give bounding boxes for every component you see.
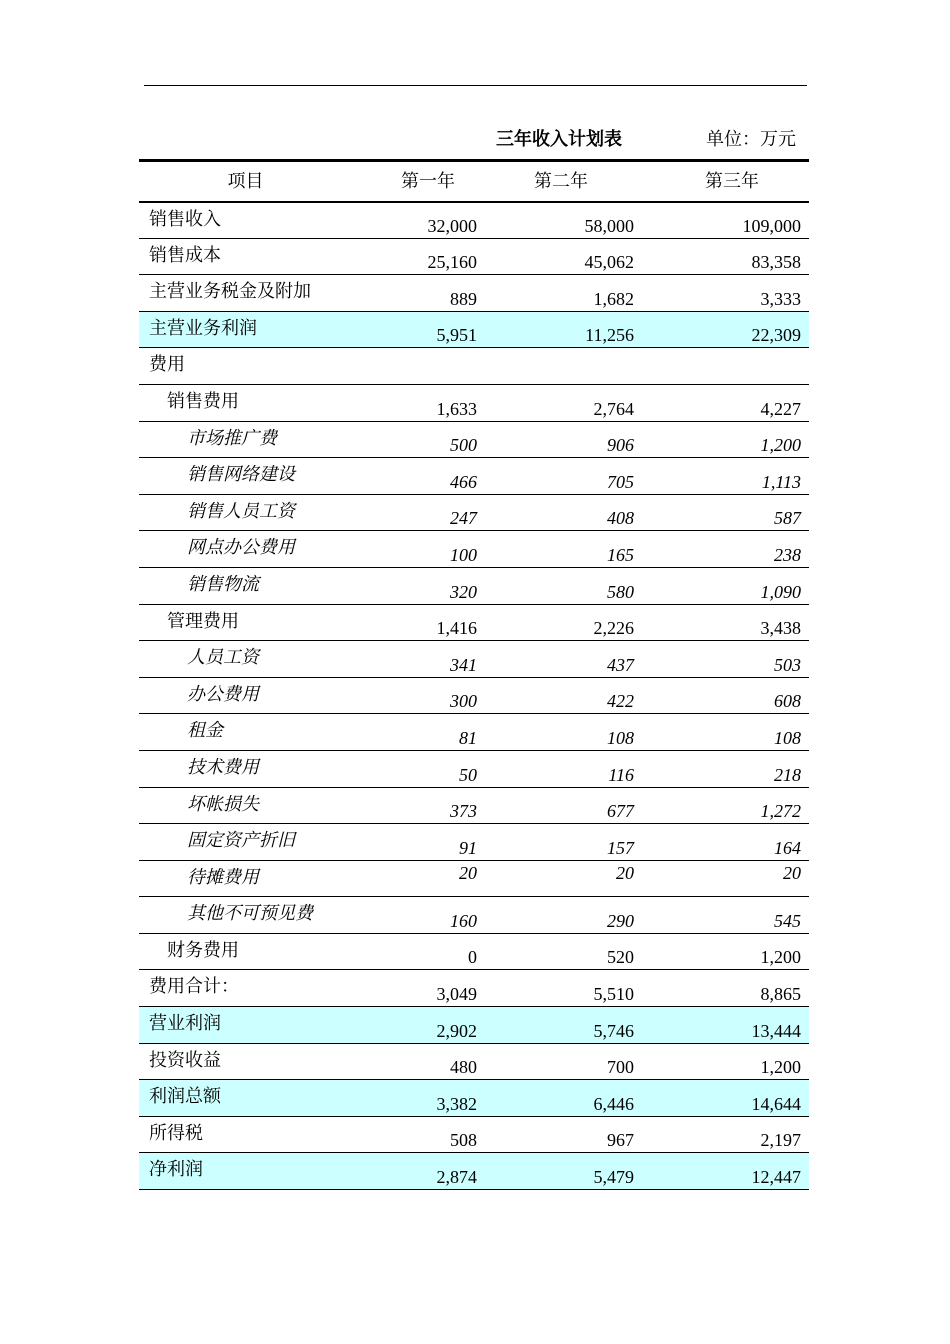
- table-row: [139, 970, 809, 1007]
- value-year-2: 705: [485, 458, 643, 495]
- value-year-3: 608: [643, 677, 809, 714]
- table-row: [139, 787, 809, 824]
- table-row: [139, 348, 809, 385]
- table-row: [139, 677, 809, 714]
- value-year-2: 5,479: [485, 1153, 643, 1190]
- value-year-3: 83,358: [643, 238, 809, 275]
- table-row: [139, 494, 809, 531]
- value-year-2: 157: [485, 824, 643, 861]
- row-label: 投资收益: [139, 1043, 353, 1080]
- value-year-2: 6,446: [485, 1080, 643, 1117]
- row-label: 市场推广费: [139, 421, 353, 458]
- row-label: 其他不可预见费: [139, 897, 353, 934]
- table-row: [139, 1153, 809, 1190]
- value-year-2: 20: [485, 860, 643, 897]
- value-year-3: 20: [643, 860, 809, 897]
- value-year-1: 0: [353, 933, 485, 970]
- value-year-1: 500: [353, 421, 485, 458]
- row-label: 技术费用: [139, 750, 353, 787]
- row-label: 管理费用: [139, 604, 353, 641]
- value-year-2: 5,510: [485, 970, 643, 1007]
- value-year-1: 1,416: [353, 604, 485, 641]
- value-year-1: 50: [353, 750, 485, 787]
- table-row: [139, 750, 809, 787]
- value-year-3: 1,200: [643, 1043, 809, 1080]
- row-label: 网点办公费用: [139, 531, 353, 568]
- unit-label: 单位：万元: [706, 129, 796, 149]
- value-year-1: 480: [353, 1043, 485, 1080]
- value-year-2: 437: [485, 641, 643, 678]
- table-row: [139, 531, 809, 568]
- value-year-1: 2,902: [353, 1007, 485, 1044]
- row-label: 主营业务利润: [139, 311, 353, 348]
- value-year-3: 108: [643, 714, 809, 751]
- value-year-1: 5,951: [353, 311, 485, 348]
- value-year-3: 1,272: [643, 787, 809, 824]
- value-year-3: 1,090: [643, 567, 809, 604]
- value-year-2: 677: [485, 787, 643, 824]
- table-row: [139, 933, 809, 970]
- table-row: [139, 1080, 809, 1117]
- row-label: 固定资产折旧: [139, 824, 353, 861]
- value-year-3: 1,200: [643, 933, 809, 970]
- value-year-1: 91: [353, 824, 485, 861]
- value-year-1: 1,633: [353, 384, 485, 421]
- value-year-2: 906: [485, 421, 643, 458]
- table-row: [139, 1043, 809, 1080]
- row-label: 费用: [139, 348, 353, 385]
- header-year-2: 第二年: [485, 161, 643, 202]
- value-year-3: 1,113: [643, 458, 809, 495]
- value-year-3: 218: [643, 750, 809, 787]
- row-label: 主营业务税金及附加: [139, 275, 353, 312]
- value-year-2: 2,764: [485, 384, 643, 421]
- value-year-2: 5,746: [485, 1007, 643, 1044]
- table-row: [139, 275, 809, 312]
- value-year-1: 466: [353, 458, 485, 495]
- value-year-3: 14,644: [643, 1080, 809, 1117]
- value-year-1: 3,382: [353, 1080, 485, 1117]
- value-year-1: 20: [353, 860, 485, 897]
- value-year-1: 320: [353, 567, 485, 604]
- value-year-2: 290: [485, 897, 643, 934]
- value-year-1: 32,000: [353, 202, 485, 239]
- row-label: 租金: [139, 714, 353, 751]
- header-year-3: 第三年: [643, 161, 809, 202]
- value-year-3: 4,227: [643, 384, 809, 421]
- value-year-2: 1,682: [485, 275, 643, 312]
- table-row: [139, 567, 809, 604]
- value-year-1: 2,874: [353, 1153, 485, 1190]
- value-year-1: 81: [353, 714, 485, 751]
- row-label: 财务费用: [139, 933, 353, 970]
- row-label: 营业利润: [139, 1007, 353, 1044]
- table-row: [139, 238, 809, 275]
- row-label: 销售网络建设: [139, 458, 353, 495]
- value-year-2: 520: [485, 933, 643, 970]
- value-year-2: 2,226: [485, 604, 643, 641]
- income-plan-table: [139, 159, 809, 1190]
- value-year-2: 967: [485, 1116, 643, 1153]
- value-year-2: 11,256: [485, 311, 643, 348]
- row-label: 销售成本: [139, 238, 353, 275]
- table-row: [139, 384, 809, 421]
- value-year-1: 508: [353, 1116, 485, 1153]
- value-year-3: 503: [643, 641, 809, 678]
- value-year-1: 100: [353, 531, 485, 568]
- value-year-2: [485, 348, 643, 385]
- table-row: [139, 311, 809, 348]
- value-year-1: 3,049: [353, 970, 485, 1007]
- value-year-3: 3,438: [643, 604, 809, 641]
- table-row: [139, 1007, 809, 1044]
- value-year-3: 545: [643, 897, 809, 934]
- value-year-2: 108: [485, 714, 643, 751]
- row-label: 坏帐损失: [139, 787, 353, 824]
- table-row: [139, 641, 809, 678]
- value-year-1: 889: [353, 275, 485, 312]
- table-body: [139, 202, 809, 1190]
- value-year-3: 2,197: [643, 1116, 809, 1153]
- row-label: 费用合计：: [139, 970, 353, 1007]
- value-year-3: 22,309: [643, 311, 809, 348]
- row-label: 利润总额: [139, 1080, 353, 1117]
- row-label: 销售物流: [139, 567, 353, 604]
- table-row: [139, 604, 809, 641]
- value-year-1: 300: [353, 677, 485, 714]
- value-year-3: 238: [643, 531, 809, 568]
- table-title: 三年收入计划表: [496, 129, 622, 149]
- header-year-1: 第一年: [353, 161, 485, 202]
- value-year-2: 58,000: [485, 202, 643, 239]
- value-year-2: 422: [485, 677, 643, 714]
- value-year-2: 45,062: [485, 238, 643, 275]
- value-year-1: 160: [353, 897, 485, 934]
- header-item: 项目: [139, 161, 353, 202]
- header-row: [139, 161, 809, 202]
- value-year-3: 109,000: [643, 202, 809, 239]
- top-rule: [144, 85, 807, 86]
- value-year-1: 247: [353, 494, 485, 531]
- value-year-3: 12,447: [643, 1153, 809, 1190]
- value-year-3: 1,200: [643, 421, 809, 458]
- value-year-2: 700: [485, 1043, 643, 1080]
- table-row: [139, 458, 809, 495]
- row-label: 人员工资: [139, 641, 353, 678]
- value-year-2: 116: [485, 750, 643, 787]
- row-label: 销售费用: [139, 384, 353, 421]
- value-year-3: 8,865: [643, 970, 809, 1007]
- value-year-3: 13,444: [643, 1007, 809, 1044]
- table-row: [139, 824, 809, 861]
- value-year-1: 25,160: [353, 238, 485, 275]
- value-year-3: 3,333: [643, 275, 809, 312]
- value-year-3: 164: [643, 824, 809, 861]
- table-row: [139, 421, 809, 458]
- table-row: [139, 202, 809, 239]
- row-label: 销售人员工资: [139, 494, 353, 531]
- row-label: 办公费用: [139, 677, 353, 714]
- table-row: [139, 897, 809, 934]
- value-year-3: [643, 348, 809, 385]
- row-label: 所得税: [139, 1116, 353, 1153]
- table-row: [139, 1116, 809, 1153]
- value-year-2: 580: [485, 567, 643, 604]
- table-row: [139, 860, 809, 897]
- value-year-1: 341: [353, 641, 485, 678]
- value-year-1: [353, 348, 485, 385]
- row-label: 销售收入: [139, 202, 353, 239]
- row-label: 待摊费用: [139, 860, 353, 897]
- value-year-2: 165: [485, 531, 643, 568]
- table-row: [139, 714, 809, 751]
- value-year-2: 408: [485, 494, 643, 531]
- value-year-1: 373: [353, 787, 485, 824]
- value-year-3: 587: [643, 494, 809, 531]
- row-label: 净利润: [139, 1153, 353, 1190]
